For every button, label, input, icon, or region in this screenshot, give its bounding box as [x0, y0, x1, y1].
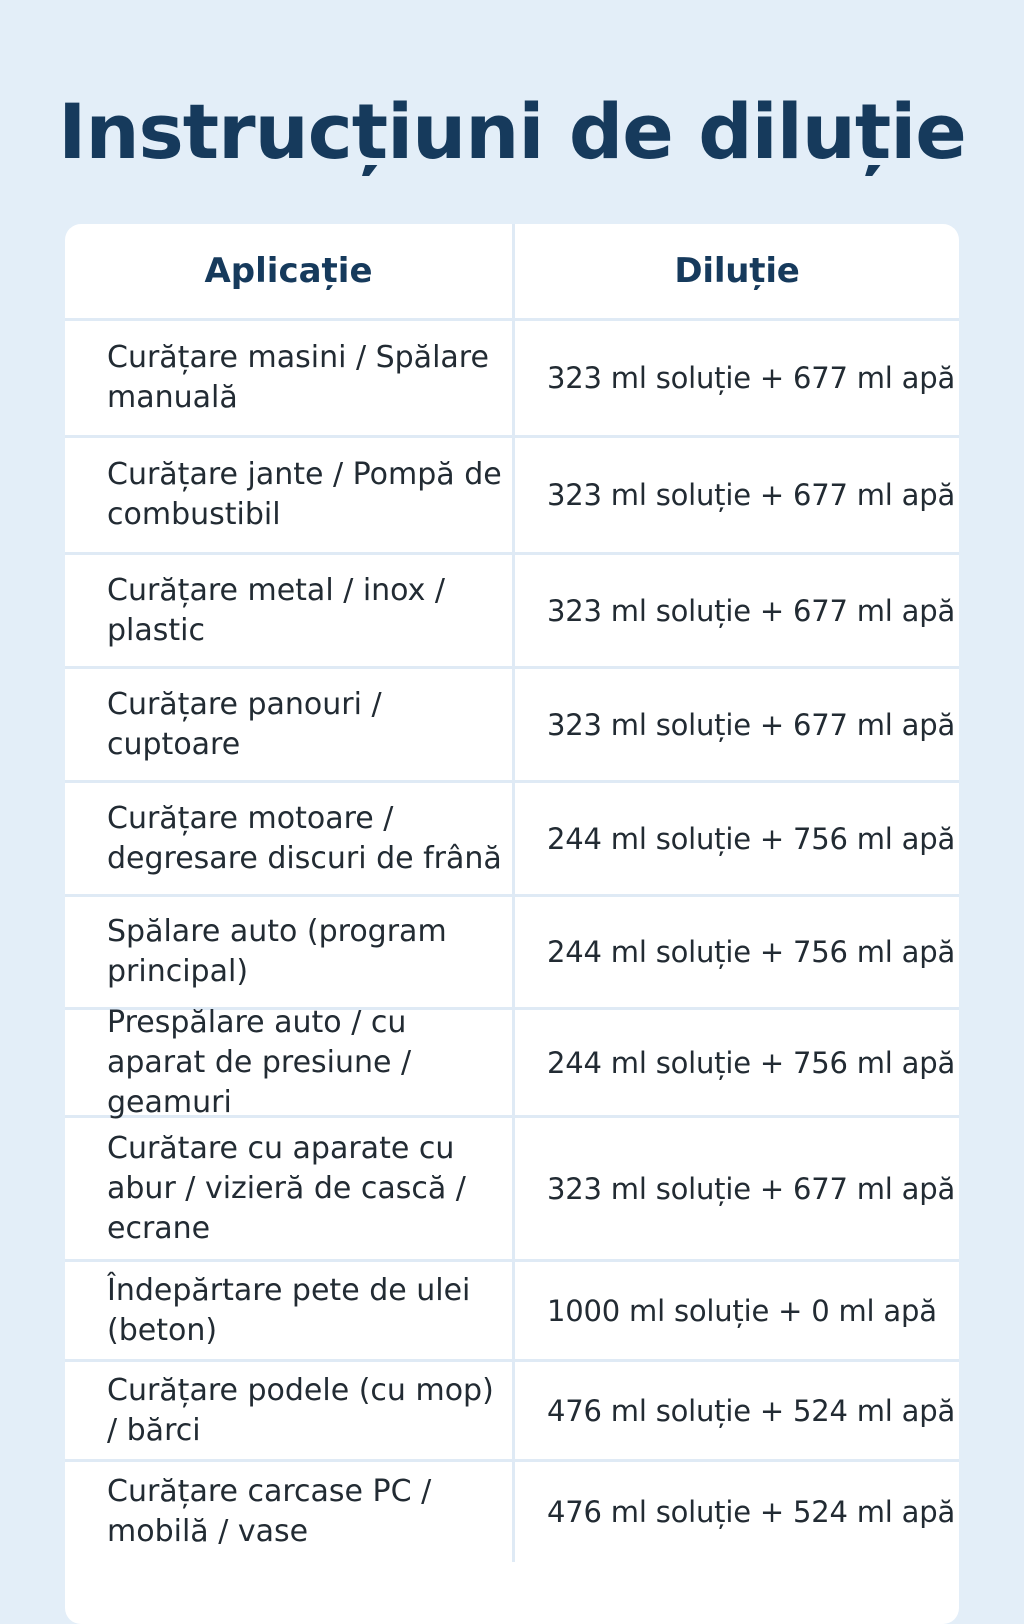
dilution-cell: 244 ml soluție + 756 ml apă — [547, 1045, 956, 1080]
page-title: Instrucțiuni de diluție — [58, 87, 966, 176]
application-cell: Curățare carcase PC / mobilă / vase — [65, 1462, 515, 1562]
table-row — [65, 897, 959, 1010]
dilution-cell: 476 ml soluție + 524 ml apă — [547, 1495, 956, 1529]
application-cell: Curățare metal / inox / plastic — [65, 555, 515, 666]
table-header-row — [65, 224, 959, 321]
application-cell: Îndepărtare pete de ulei (beton) — [65, 1262, 515, 1359]
dilution-cell: 323 ml soluție + 677 ml apă — [547, 707, 956, 742]
table-row — [65, 1462, 959, 1562]
table-row — [65, 1362, 959, 1462]
table-row — [65, 783, 959, 897]
table-row — [65, 555, 959, 669]
dilution-cell: 244 ml soluție + 756 ml apă — [547, 935, 956, 969]
table-row — [65, 1262, 959, 1362]
dilution-table — [65, 224, 959, 1624]
application-cell: Curățare jante / Pompă de combustibil — [65, 438, 515, 552]
dilution-cell: 323 ml soluție + 677 ml apă — [547, 361, 956, 395]
application-cell: Prespălare auto / cu aparat de presiune / geamuri — [65, 1010, 515, 1115]
table-row — [65, 1004, 959, 1120]
dilution-cell: 244 ml soluție + 756 ml apă — [547, 821, 956, 856]
dilution-cell: 323 ml soluție + 677 ml apă — [547, 478, 956, 512]
table-row — [65, 321, 959, 438]
dilution-cell: 323 ml soluție + 677 ml apă — [547, 1171, 956, 1206]
dilution-cell: 476 ml soluție + 524 ml apă — [547, 1393, 956, 1428]
application-cell: Curățare podele (cu mop) / bărci — [65, 1362, 515, 1459]
application-cell: Curățare motoare / degresare discuri de frână — [65, 783, 515, 894]
header-dilution: Diluție — [674, 251, 800, 291]
application-cell: Curătare cu aparate cu abur / vizieră de cască / ecrane — [65, 1118, 515, 1259]
dilution-cell: 323 ml soluție + 677 ml apă — [547, 593, 956, 628]
dilution-cell: 1000 ml soluție + 0 ml apă — [547, 1293, 937, 1328]
application-cell: Curățare panouri / cuptoare — [65, 669, 515, 780]
header-application: Aplicație — [65, 224, 515, 318]
table-row — [65, 669, 959, 783]
table-row — [65, 438, 959, 555]
table-row — [65, 1118, 959, 1262]
application-cell: Spălare auto (program principal) — [65, 897, 515, 1007]
application-cell: Curățare masini / Spălare manuală — [65, 321, 515, 435]
